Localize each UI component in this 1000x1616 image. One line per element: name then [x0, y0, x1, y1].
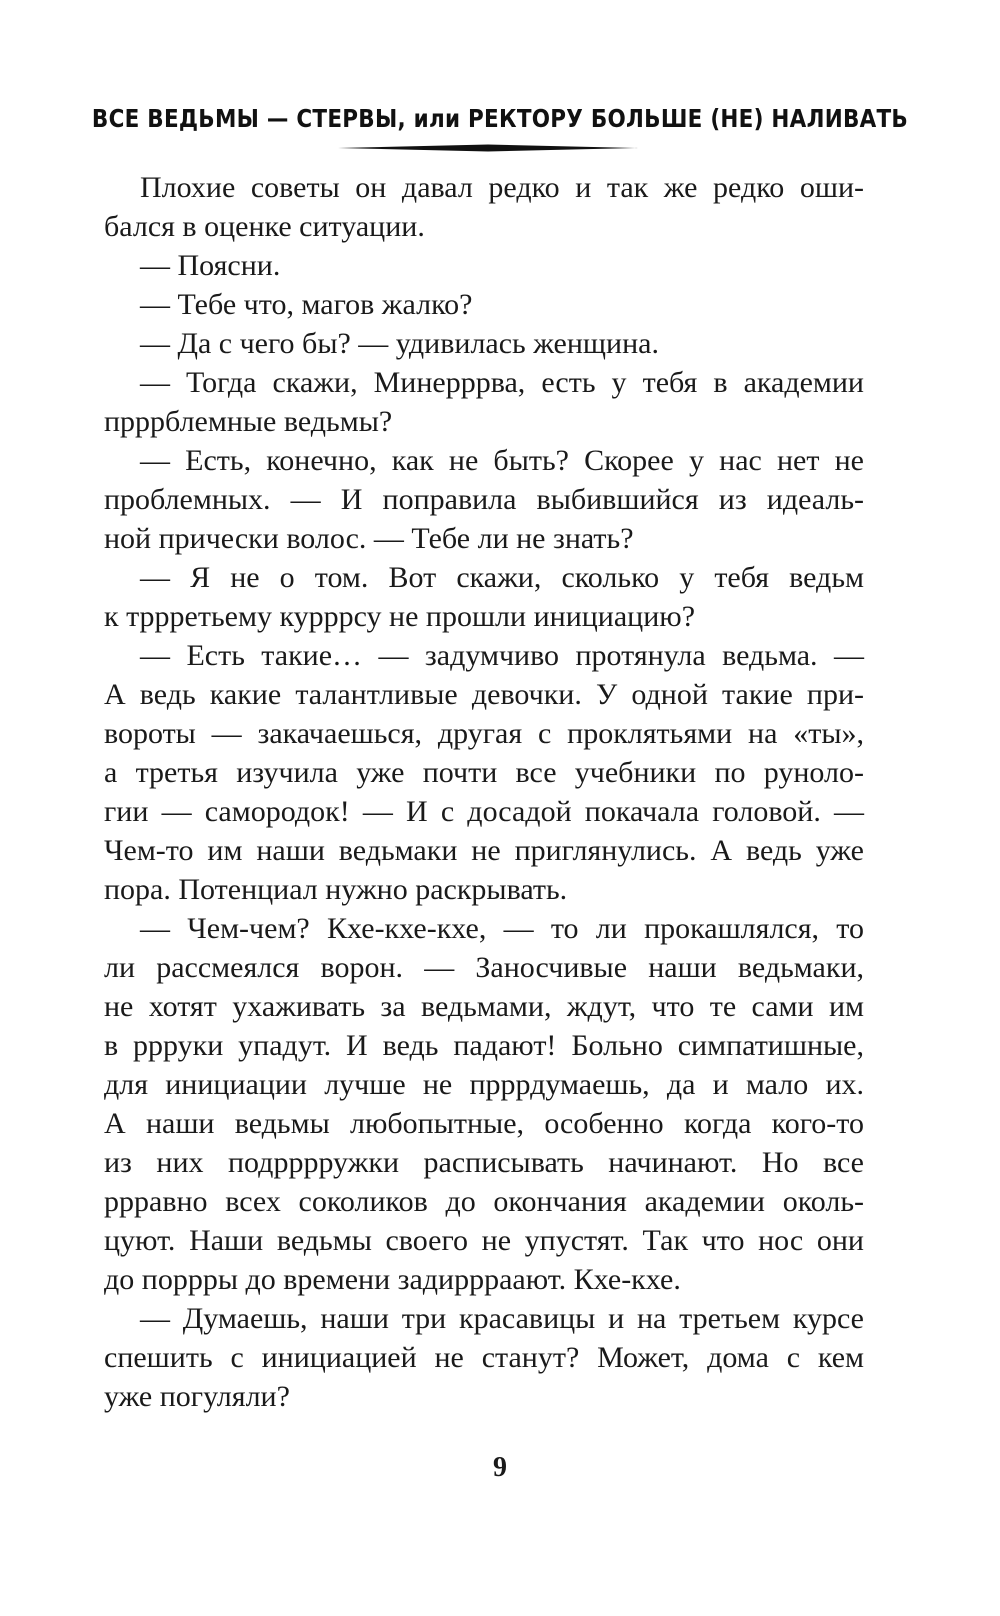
text-line: А наши ведьмы любопытные, особенно когда кого-то — [104, 1107, 864, 1140]
text-line: спешить с инициацией не станут? Может, дома с кем — [104, 1341, 864, 1374]
running-head-rule — [338, 144, 638, 152]
running-head: ВСЕ ВЕДЬМЫ — СТЕРВЫ, или РЕКТОРУ БОЛЬШЕ (НЕ) НАЛИВАТЬ — [91, 104, 909, 133]
text-line: уже погуляли? — [104, 1380, 290, 1413]
page-number: 9 — [493, 1452, 507, 1483]
text-line: ли рассмеялся ворон. — Заносчивые наши ведьмаки, — [104, 951, 864, 984]
text-line: цуют. Наши ведьмы своего не упустят. Так что нос они — [104, 1224, 864, 1257]
text-line: Чем-то им наши ведьмаки не приглянулись. А ведь уже — [104, 834, 864, 867]
text-line: пора. Потенциал нужно раскрывать. — [104, 873, 568, 906]
text-line: А ведь какие талантливые девочки. У одной такие при- — [104, 678, 864, 711]
text-line: — Думаешь, наши три красавицы и на третьем курсе — [140, 1302, 864, 1335]
text-line: — Есть такие… — задумчиво протянула ведьма. — — [140, 639, 864, 672]
text-line: — Есть, конечно, как не быть? Скорее у нас нет не — [140, 444, 864, 477]
text-line: вороты — закачаешься, другая с проклятьями на «ты», — [104, 717, 864, 750]
text-line: прррблемные ведьмы? — [104, 405, 393, 438]
text-line: ной прически волос. — Тебе ли не знать? — [104, 522, 634, 555]
text-line: не хотят ухаживать за ведьмами, ждут, что те сами им — [104, 990, 864, 1023]
text-line: — Поясни. — [140, 249, 281, 282]
text-line: до поррры до времени задиррраают. Кхе-кхе. — [104, 1263, 681, 1296]
text-line: — Чем-чем? Кхе-кхе-кхе, — то ли прокашлялся, то — [140, 912, 864, 945]
text-line: — Да с чего бы? — удивилась женщина. — [140, 327, 659, 360]
text-line: из них подрррружки расписывать начинают. Но все — [104, 1146, 864, 1179]
text-line: гии — самородок! — И с досадой покачала головой. — — [104, 795, 864, 828]
text-line: проблемных. — И поправила выбившийся из идеаль- — [104, 483, 864, 516]
text-line: ррравно всех соколиков до окончания академии околь- — [104, 1185, 864, 1218]
text-line: Плохие советы он давал редко и так же редко оши- — [140, 171, 864, 204]
text-line: — Тебе что, магов жалко? — [140, 288, 473, 321]
text-line: — Тогда скажи, Минерррва, есть у тебя в академии — [140, 366, 864, 399]
text-line: в ррруки упадут. И ведь падают! Больно симпатишные, — [104, 1029, 864, 1062]
text-line: для инициации лучше не прррдумаешь, да и мало их. — [104, 1068, 864, 1101]
body-text — [104, 168, 864, 1416]
text-line: а третья изучила уже почти все учебники по руноло- — [104, 756, 864, 789]
text-line: — Я не о том. Вот скажи, сколько у тебя ведьм — [140, 561, 864, 594]
text-line: к тррретьему курррсу не прошли инициацию? — [104, 600, 696, 633]
text-line: бался в оценке ситуации. — [104, 210, 425, 243]
